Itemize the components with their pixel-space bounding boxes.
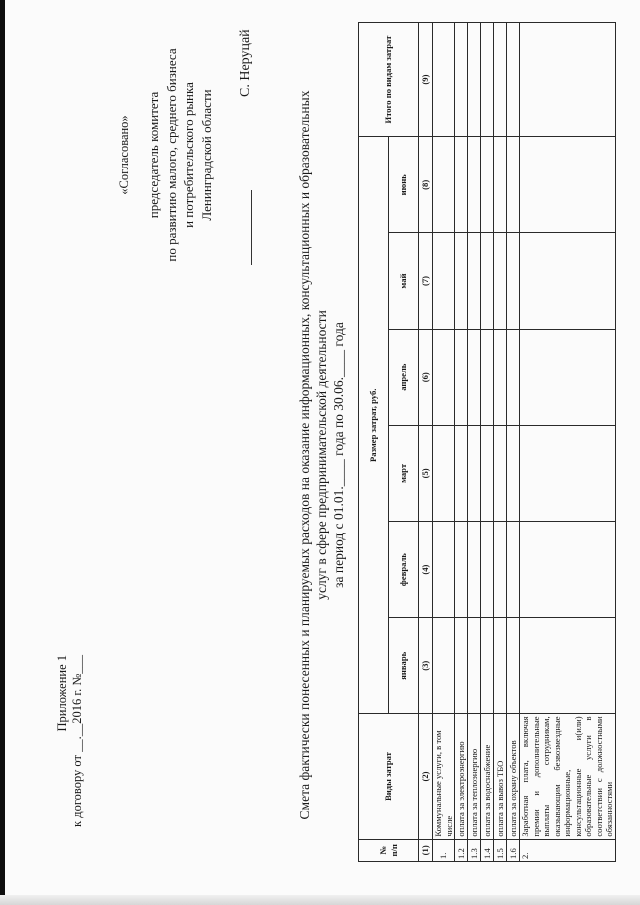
empty-cell xyxy=(433,618,455,714)
header-month-jun: июнь xyxy=(389,137,419,233)
expense-table xyxy=(358,22,616,862)
annex-line-2: к договору от __.__2016 г. №___ xyxy=(70,655,84,827)
row-number: 1.2 xyxy=(455,839,468,861)
empty-cell xyxy=(520,23,616,137)
column-number: (4) xyxy=(419,522,433,618)
header-month-may: май xyxy=(389,233,419,329)
row-number: 1.6 xyxy=(507,839,520,861)
empty-cell xyxy=(494,137,507,233)
row-number: 1.3 xyxy=(468,839,481,861)
approver-line-1: председатель комитета xyxy=(146,91,161,219)
table-row xyxy=(468,23,481,862)
empty-cell xyxy=(455,425,468,521)
empty-cell xyxy=(468,425,481,521)
row-expense-name: оплата за электроэнергию xyxy=(455,714,468,839)
table-row xyxy=(494,23,507,862)
annex-line-1: Приложение 1 xyxy=(55,655,69,732)
annex-header xyxy=(55,655,85,827)
column-number: (2) xyxy=(419,714,433,839)
header-amount: Размер затрат, руб. xyxy=(359,137,389,714)
empty-cell xyxy=(507,329,520,425)
approver-block xyxy=(145,5,215,305)
column-number: (1) xyxy=(419,839,433,861)
empty-cell xyxy=(433,23,455,137)
row-number: 1. xyxy=(433,839,455,861)
empty-cell xyxy=(455,522,468,618)
empty-cell xyxy=(433,329,455,425)
empty-cell xyxy=(507,137,520,233)
header-no: № п/п xyxy=(359,839,419,861)
row-expense-name: оплата за водоснабжение xyxy=(481,714,494,839)
empty-cell xyxy=(468,137,481,233)
row-number: 2. xyxy=(520,839,616,861)
table-row xyxy=(481,23,494,862)
column-number: (7) xyxy=(419,233,433,329)
approver-line-3: и потребительского рынка xyxy=(181,82,196,228)
empty-cell xyxy=(481,329,494,425)
empty-cell xyxy=(507,23,520,137)
empty-cell xyxy=(494,522,507,618)
agreed-label: «Согласовано» xyxy=(117,115,131,195)
empty-cell xyxy=(520,137,616,233)
header-month-mar: март xyxy=(389,425,419,521)
row-expense-name: оплата за теплоэнергию xyxy=(468,714,481,839)
empty-cell xyxy=(494,23,507,137)
empty-cell xyxy=(507,522,520,618)
empty-cell xyxy=(433,425,455,521)
empty-cell xyxy=(494,233,507,329)
header-total: Итого по видам затрат xyxy=(359,23,419,137)
table-row xyxy=(520,23,616,862)
empty-cell xyxy=(520,233,616,329)
empty-cell xyxy=(507,233,520,329)
approver-line-2: по развитию малого, среднего бизнеса xyxy=(163,48,179,262)
row-number: 1.4 xyxy=(481,839,494,861)
header-month-jan: январь xyxy=(389,618,419,714)
empty-cell xyxy=(481,425,494,521)
row-number: 1.5 xyxy=(494,839,507,861)
row-expense-name: оплата за вывоз ТБО xyxy=(494,714,507,839)
empty-cell xyxy=(433,233,455,329)
empty-cell xyxy=(433,522,455,618)
empty-cell xyxy=(481,137,494,233)
header-month-feb: февраль xyxy=(389,522,419,618)
empty-cell xyxy=(481,522,494,618)
signature-line xyxy=(251,190,252,265)
empty-cell xyxy=(455,618,468,714)
empty-cell xyxy=(455,329,468,425)
empty-cell xyxy=(494,425,507,521)
empty-cell xyxy=(520,618,616,714)
empty-cell xyxy=(494,329,507,425)
empty-cell xyxy=(468,618,481,714)
column-number: (6) xyxy=(419,329,433,425)
title-line-2: услуг в сфере предпринимательской деятельности xyxy=(314,310,329,600)
header-month-apr: апрель xyxy=(389,329,419,425)
empty-cell xyxy=(494,618,507,714)
row-expense-name: Заработная плата, включая премии и дополнительные выплаты сотрудникам, оказывающим безвозмездные информационные, консультационные и(или) образовательные услуги в соответствии с должностными обязанностями xyxy=(520,714,616,839)
table-row xyxy=(455,23,468,862)
table-row xyxy=(433,23,455,862)
empty-cell xyxy=(507,618,520,714)
signature-name: С. Неруцай xyxy=(238,29,253,97)
empty-cell xyxy=(468,329,481,425)
empty-cell xyxy=(455,233,468,329)
row-expense-name: Коммунальные услуги, в том числе xyxy=(433,714,455,839)
column-number: (5) xyxy=(419,425,433,521)
empty-cell xyxy=(520,425,616,521)
empty-cell xyxy=(433,137,455,233)
column-number: (3) xyxy=(419,618,433,714)
empty-cell xyxy=(481,618,494,714)
title-line-1: Смета фактически понесенных и планируемых расходов на оказание информационных, консультационных и образовательных xyxy=(297,90,312,820)
row-expense-name: оплата за охрану объектов xyxy=(507,714,520,839)
column-number: (8) xyxy=(419,137,433,233)
table-row xyxy=(507,23,520,862)
empty-cell xyxy=(481,23,494,137)
approver-line-4: Ленинградской области xyxy=(198,89,214,221)
empty-cell xyxy=(520,522,616,618)
empty-cell xyxy=(481,233,494,329)
empty-cell xyxy=(520,329,616,425)
empty-cell xyxy=(455,23,468,137)
empty-cell xyxy=(455,137,468,233)
column-number: (9) xyxy=(419,23,433,137)
title-line-3: за период с 01.01.____ года по 30.06.____ года xyxy=(331,322,346,588)
empty-cell xyxy=(468,522,481,618)
header-type: Виды затрат xyxy=(359,714,419,839)
document-title xyxy=(296,25,347,885)
empty-cell xyxy=(468,233,481,329)
empty-cell xyxy=(507,425,520,521)
empty-cell xyxy=(468,23,481,137)
